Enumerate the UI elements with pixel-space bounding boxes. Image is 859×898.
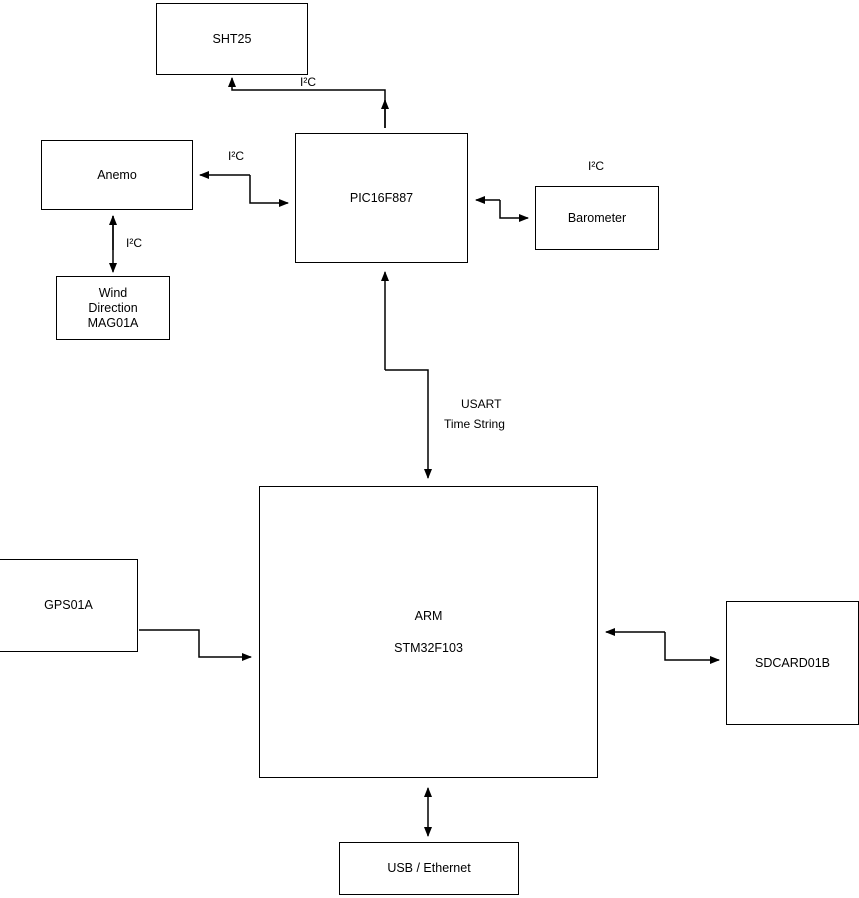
node-wind-direction-label-1: Wind [98, 285, 128, 300]
node-anemo[interactable] [41, 140, 193, 210]
node-wind-direction[interactable] [56, 276, 170, 340]
node-pic16f887-label: PIC16F887 [349, 190, 414, 205]
node-usb-ethernet[interactable] [339, 842, 519, 895]
connector-barometer-pic [476, 200, 528, 218]
edge-label-i2c-sht25: I²C [300, 75, 316, 89]
node-anemo-label: Anemo [97, 167, 137, 182]
edge-label-time-string: Time String [444, 417, 505, 431]
node-arm-label-2: STM32F103 [394, 640, 463, 655]
node-gps01a-label: GPS01A [44, 598, 93, 612]
node-arm-label-1: ARM [414, 608, 443, 623]
node-barometer-label: Barometer [567, 210, 627, 225]
node-arm-stm32f103[interactable] [259, 486, 598, 778]
node-pic16f887[interactable] [295, 133, 468, 263]
node-gps01a[interactable] [0, 559, 138, 652]
edge-label-usart: USART [461, 397, 502, 411]
node-wind-direction-label-3: MAG01A [87, 315, 139, 330]
edge-label-i2c-anemo: I²C [228, 149, 244, 163]
node-wind-direction-label-2: Direction [88, 300, 138, 315]
node-sdcard01b[interactable] [726, 601, 859, 725]
node-sht25-label: SHT25 [212, 31, 252, 46]
edge-label-i2c-barometer: I²C [588, 159, 604, 173]
node-sht25[interactable] [156, 3, 308, 75]
connector-arm-pic-usart [385, 272, 428, 478]
edge-label-i2c-wind: I²C [126, 236, 142, 250]
node-usb-ethernet-label: USB / Ethernet [387, 861, 471, 875]
connector-gps-arm [139, 630, 251, 657]
connector-arm-sdcard [606, 632, 719, 660]
node-sdcard01b-label: SDCARD01B [754, 655, 831, 670]
connector-anemo-pic [200, 175, 288, 203]
node-barometer[interactable] [535, 186, 659, 250]
